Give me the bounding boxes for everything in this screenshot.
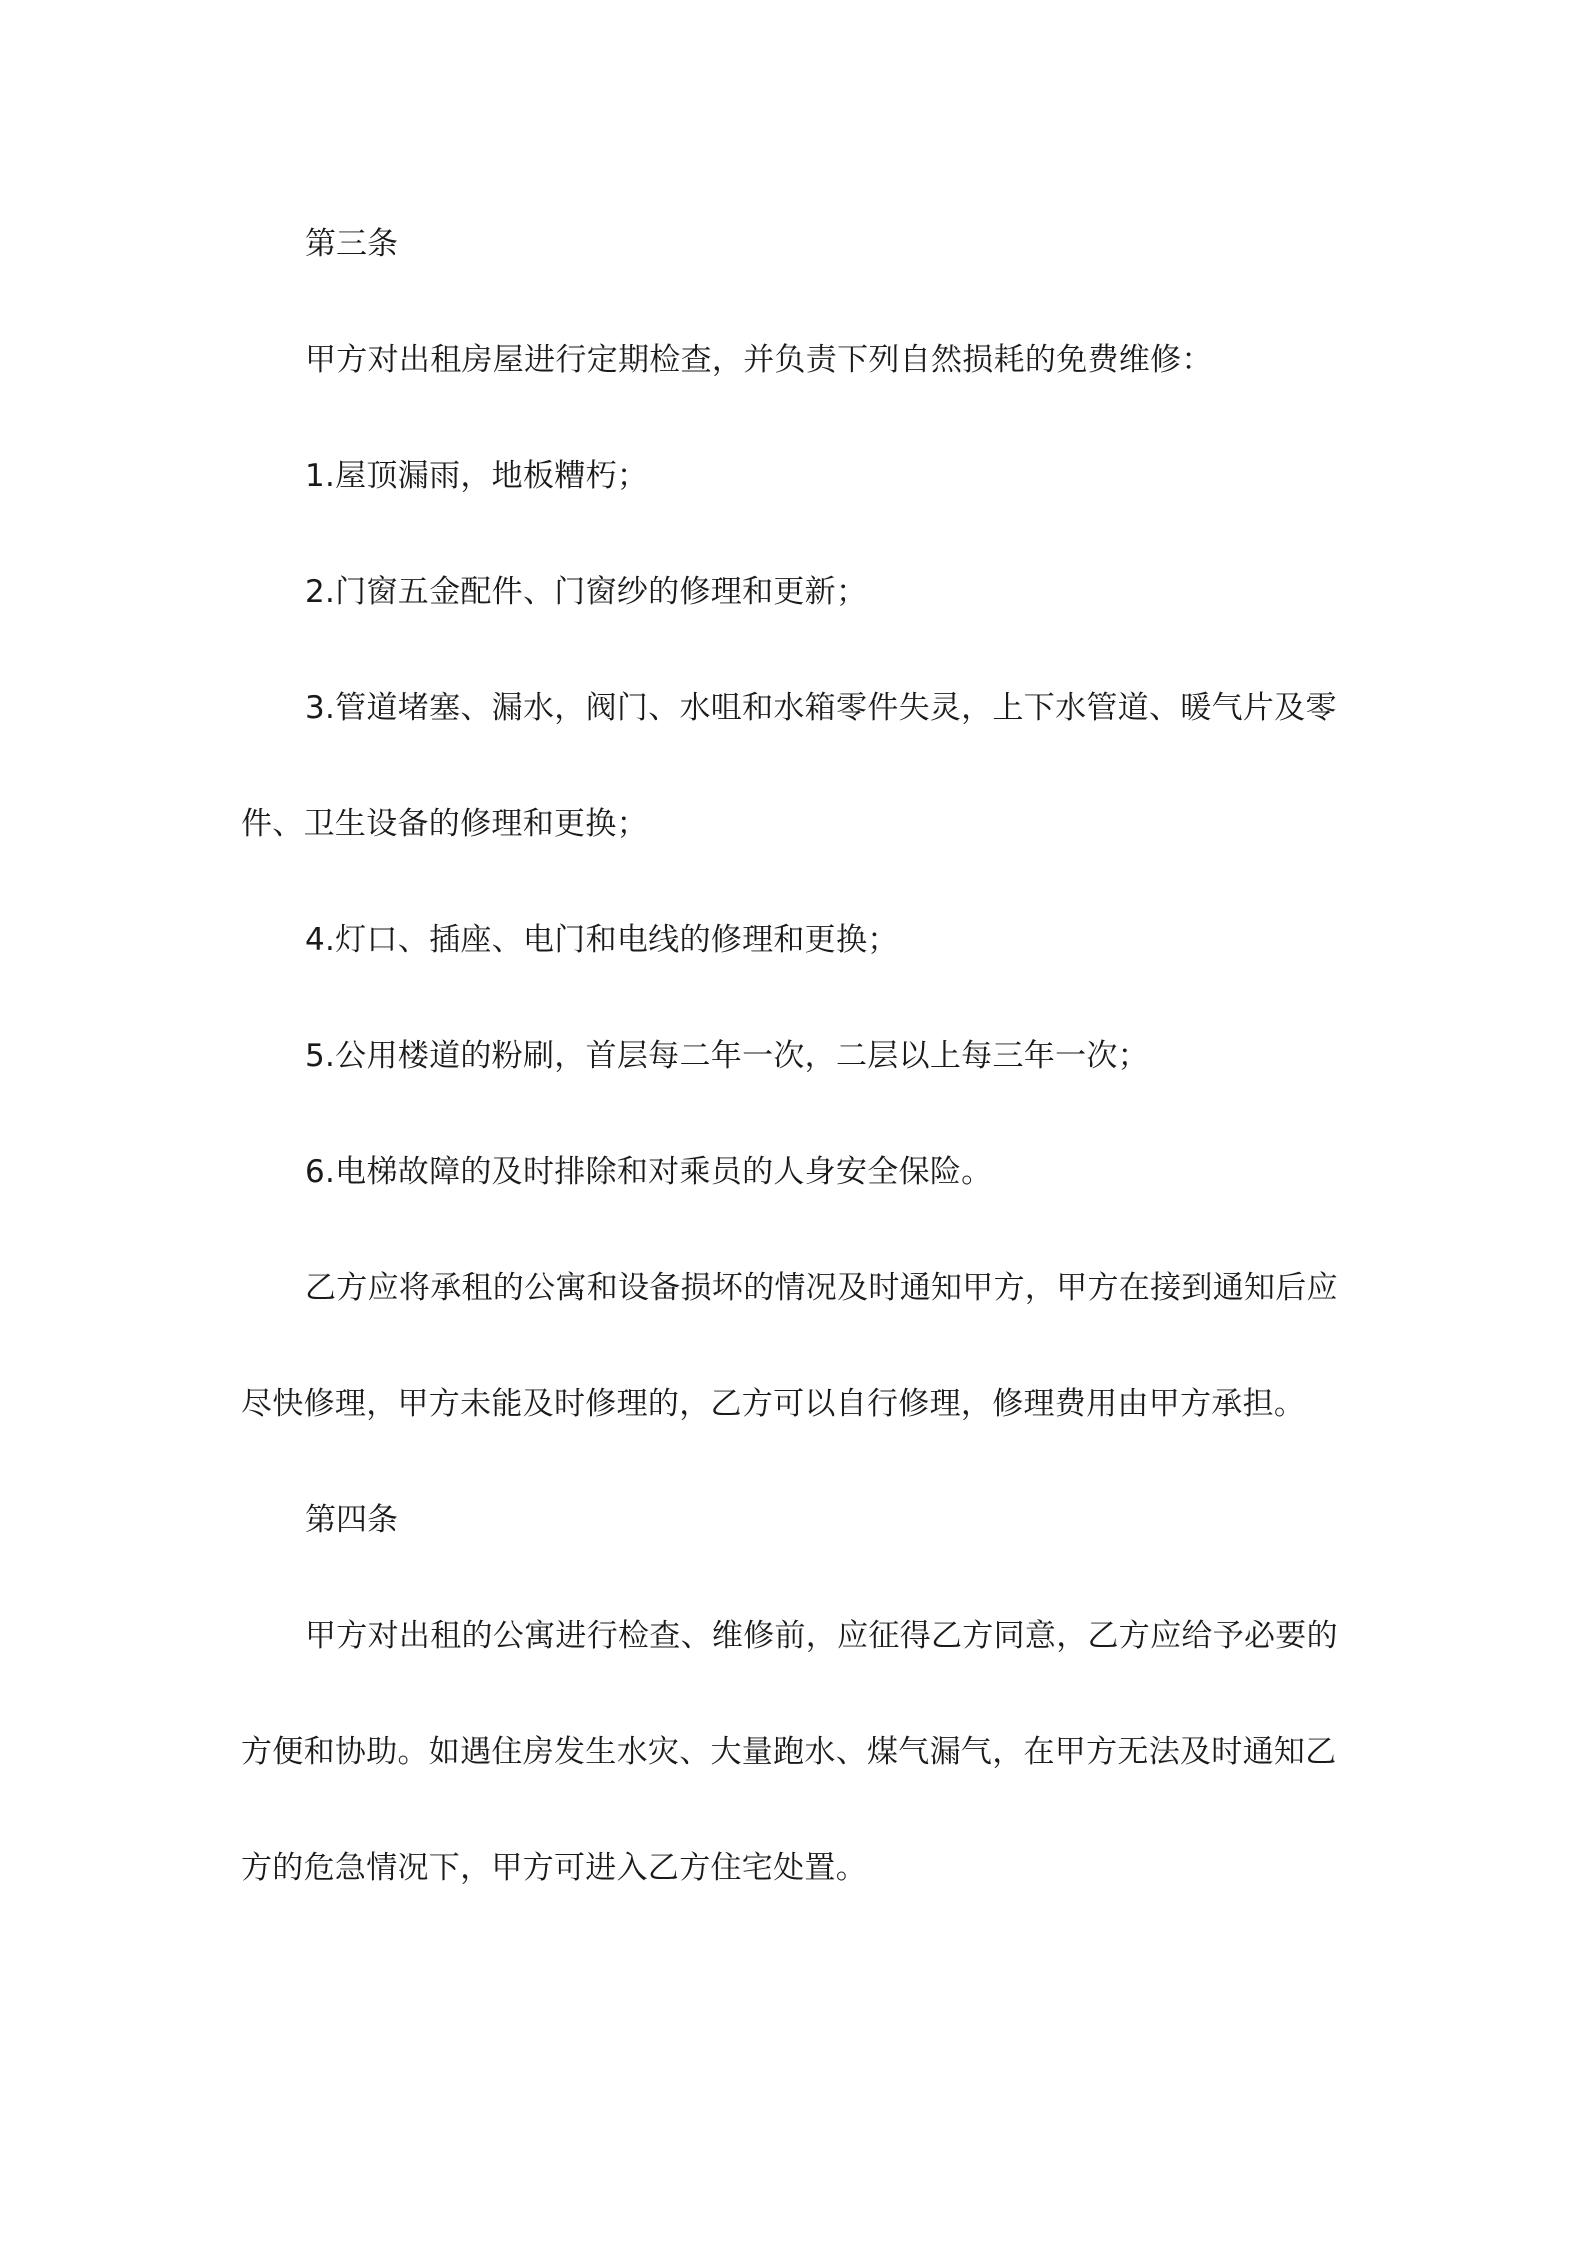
- repair-item-2: 2.门窗五金配件、门窗纱的修理和更新；: [305, 574, 868, 610]
- article-3-notice: 乙方应将承租的公寓和设备损坏的情况及时通知甲方，甲方在接到通知后应尽快修理，甲方未能及时修理的，乙方可以自行修理，修理费用由甲方承担。: [241, 1270, 1338, 1422]
- repair-item-4: 4.灯口、插座、电门和电线的修理和更换；: [305, 922, 899, 958]
- article-4-heading: 第四条: [305, 1502, 398, 1538]
- repair-item-6: 6.电梯故障的及时排除和对乘员的人身安全保险。: [305, 1154, 993, 1190]
- article-4-body: 甲方对出租的公寓进行检查、维修前，应征得乙方同意，乙方应给予必要的方便和协助。如遇住房发生水灾、大量跑水、煤气漏气，在甲方无法及时通知乙方的危急情况下，甲方可进入乙方住宅处置。: [241, 1618, 1338, 1886]
- document-body: [241, 186, 1341, 1926]
- repair-item-5: 5.公用楼道的粉刷，首层每二年一次，二层以上每三年一次；: [305, 1038, 1149, 1074]
- article-3-heading: 第三条: [305, 226, 398, 262]
- article-3-intro: 甲方对出租房屋进行定期检查，并负责下列自然损耗的免费维修：: [305, 342, 1213, 378]
- repair-item-1: 1.屋顶漏雨，地板糟朽；: [305, 458, 649, 494]
- repair-item-3: 3.管道堵塞、漏水，阀门、水咀和水箱零件失灵，上下水管道、暖气片及零件、卫生设备的修理和更换；: [241, 690, 1337, 842]
